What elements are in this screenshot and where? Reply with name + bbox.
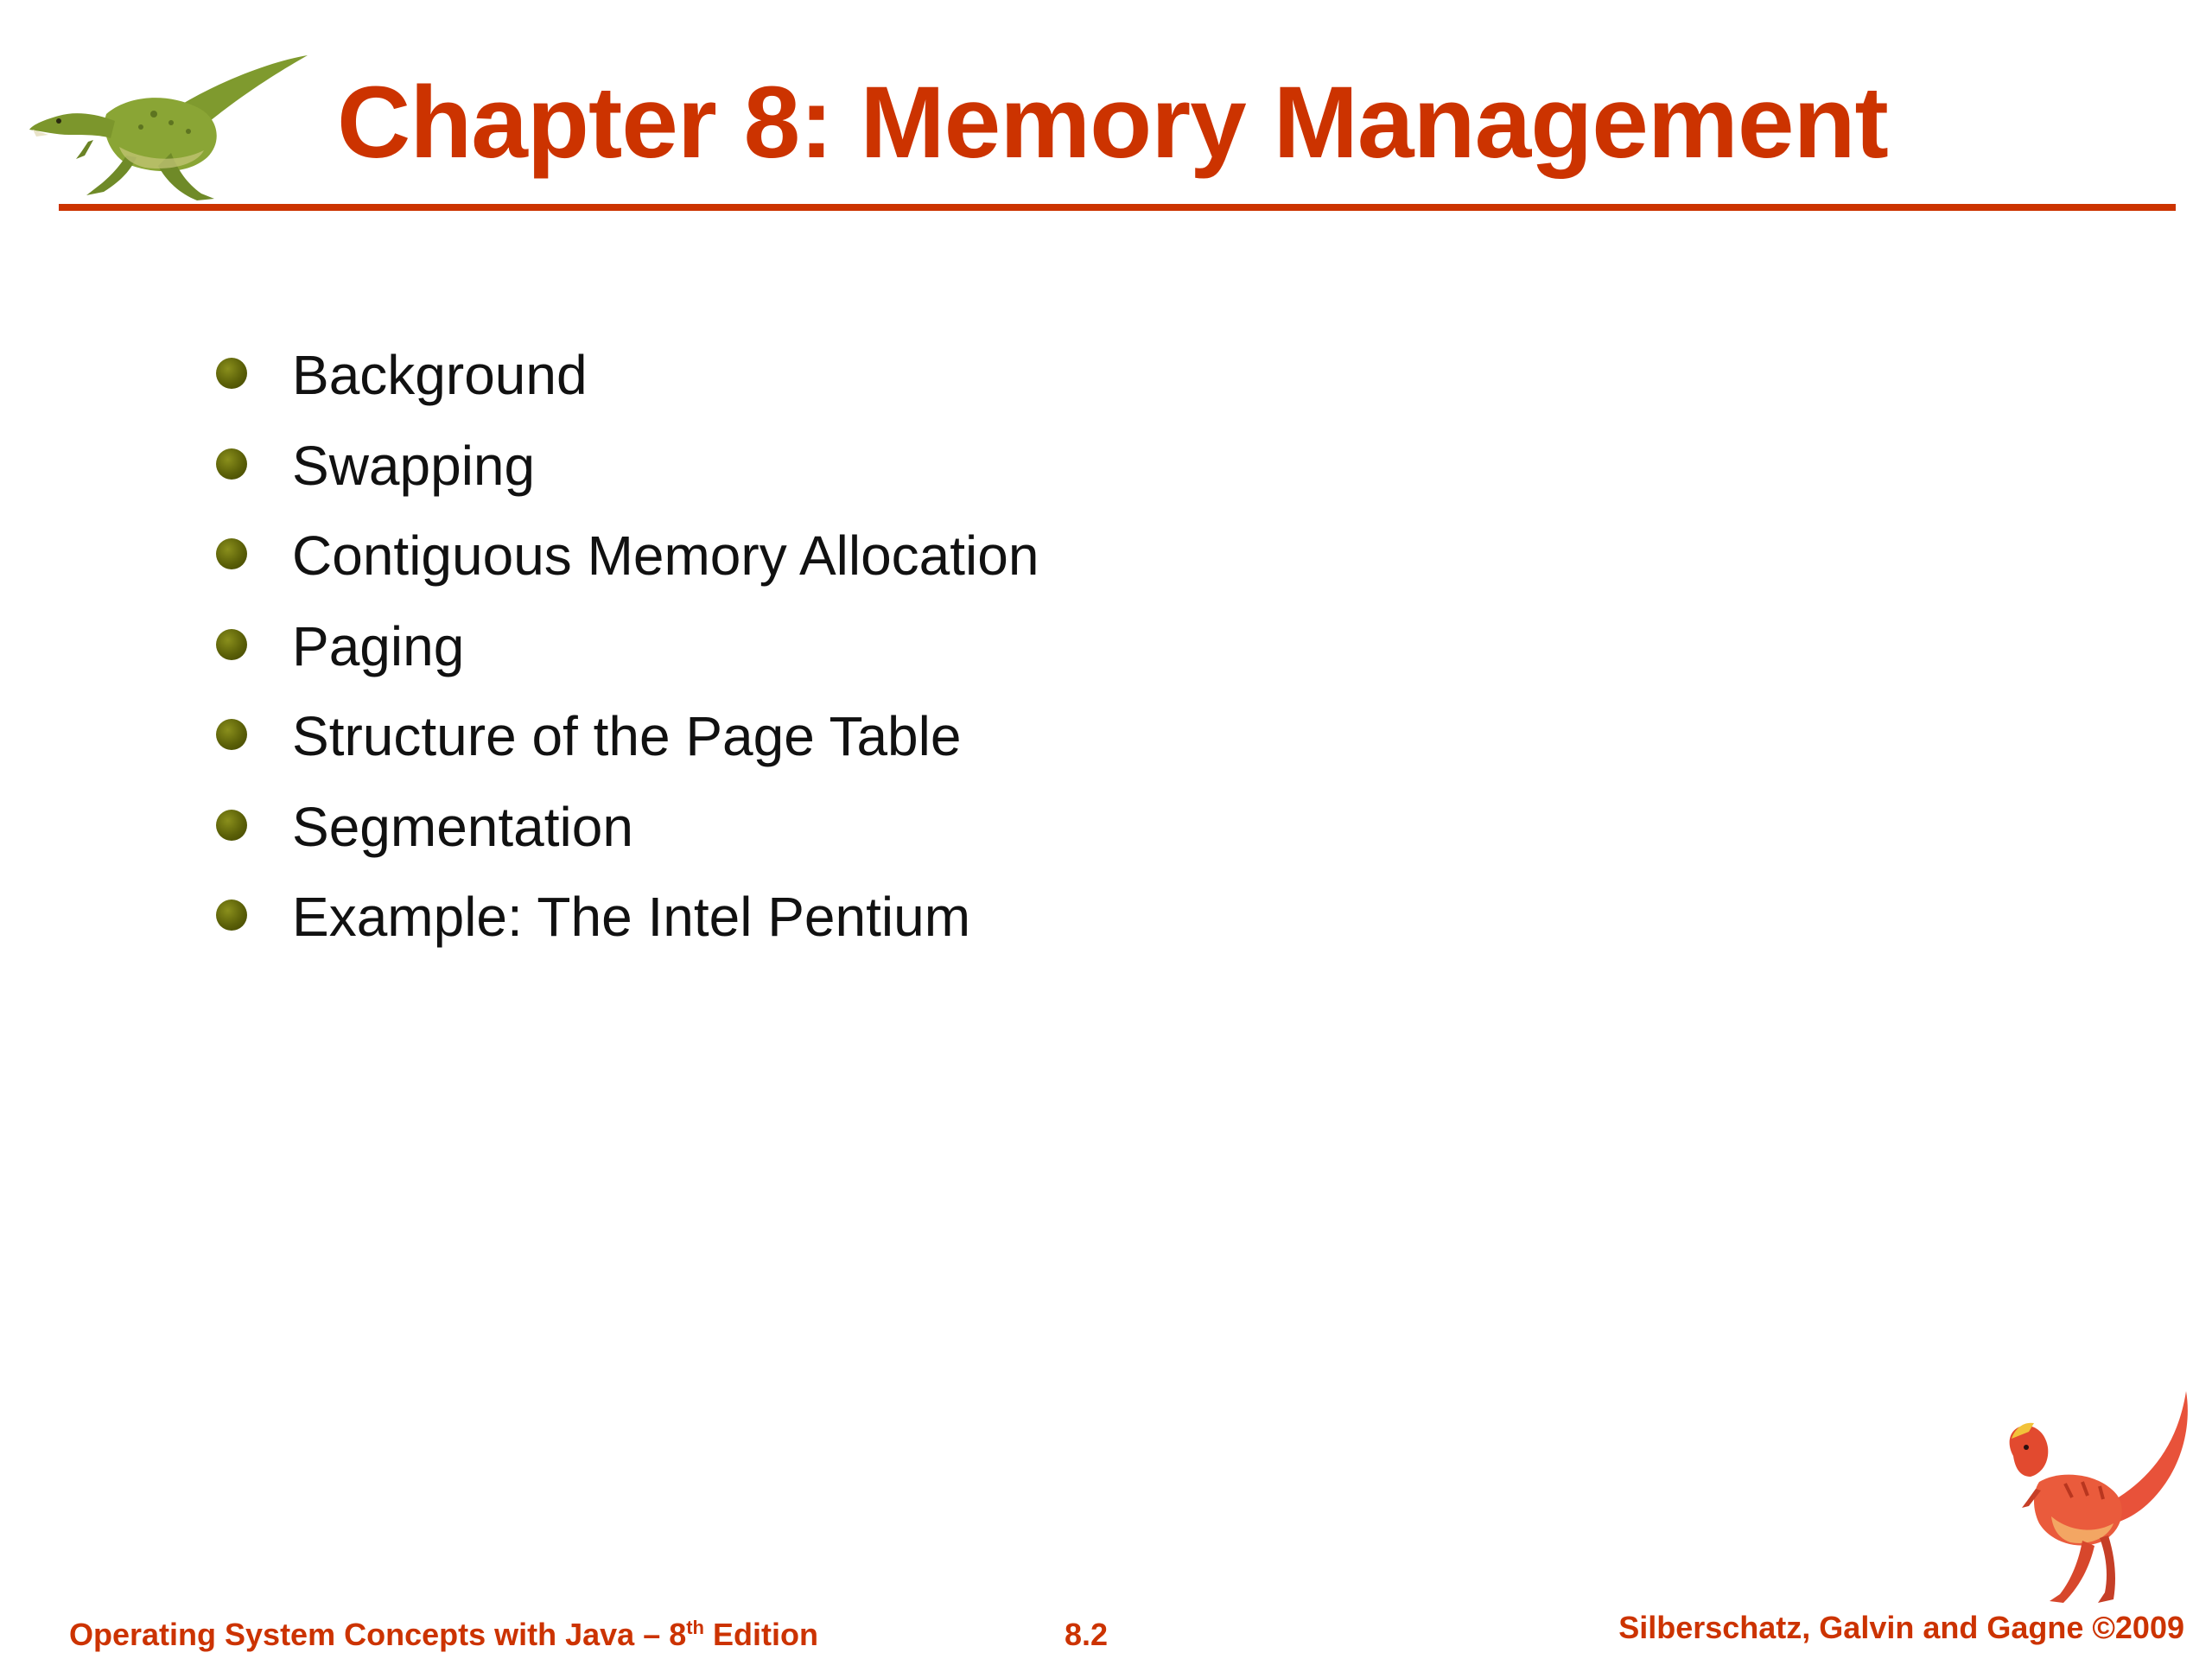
- footer-book-sup: th: [686, 1617, 704, 1638]
- list-item-text: Swapping: [292, 434, 536, 497]
- bullet-icon: [216, 899, 247, 931]
- bullet-icon: [216, 448, 247, 480]
- list-item-text: Background: [292, 344, 588, 406]
- green-dinosaur-icon: [24, 45, 309, 205]
- list-item-text: Segmentation: [292, 795, 633, 858]
- bullet-icon: [216, 629, 247, 660]
- list-item-text: Paging: [292, 614, 465, 677]
- list-item-text: Contiguous Memory Allocation: [292, 524, 1039, 587]
- title-divider: [59, 204, 2176, 211]
- footer-book-suffix: Edition: [704, 1617, 818, 1652]
- bullet-icon: [216, 358, 247, 389]
- bullet-icon: [216, 810, 247, 841]
- list-item-text: Structure of the Page Table: [292, 705, 962, 767]
- page-title: Chapter 8: Memory Management: [337, 66, 1888, 180]
- page-number: 8.2: [1065, 1617, 1109, 1652]
- list-item-text: Example: The Intel Pentium: [292, 886, 970, 948]
- red-dinosaur-icon: [1979, 1387, 2195, 1611]
- footer-copyright: Silberschatz, Galvin and Gagne ©2009: [1618, 1610, 2184, 1645]
- footer-book-title: [69, 1616, 818, 1654]
- bullet-icon: [216, 719, 247, 750]
- footer-book-prefix: Operating System Concepts with Java – 8: [69, 1617, 687, 1652]
- bullet-icon: [216, 538, 247, 569]
